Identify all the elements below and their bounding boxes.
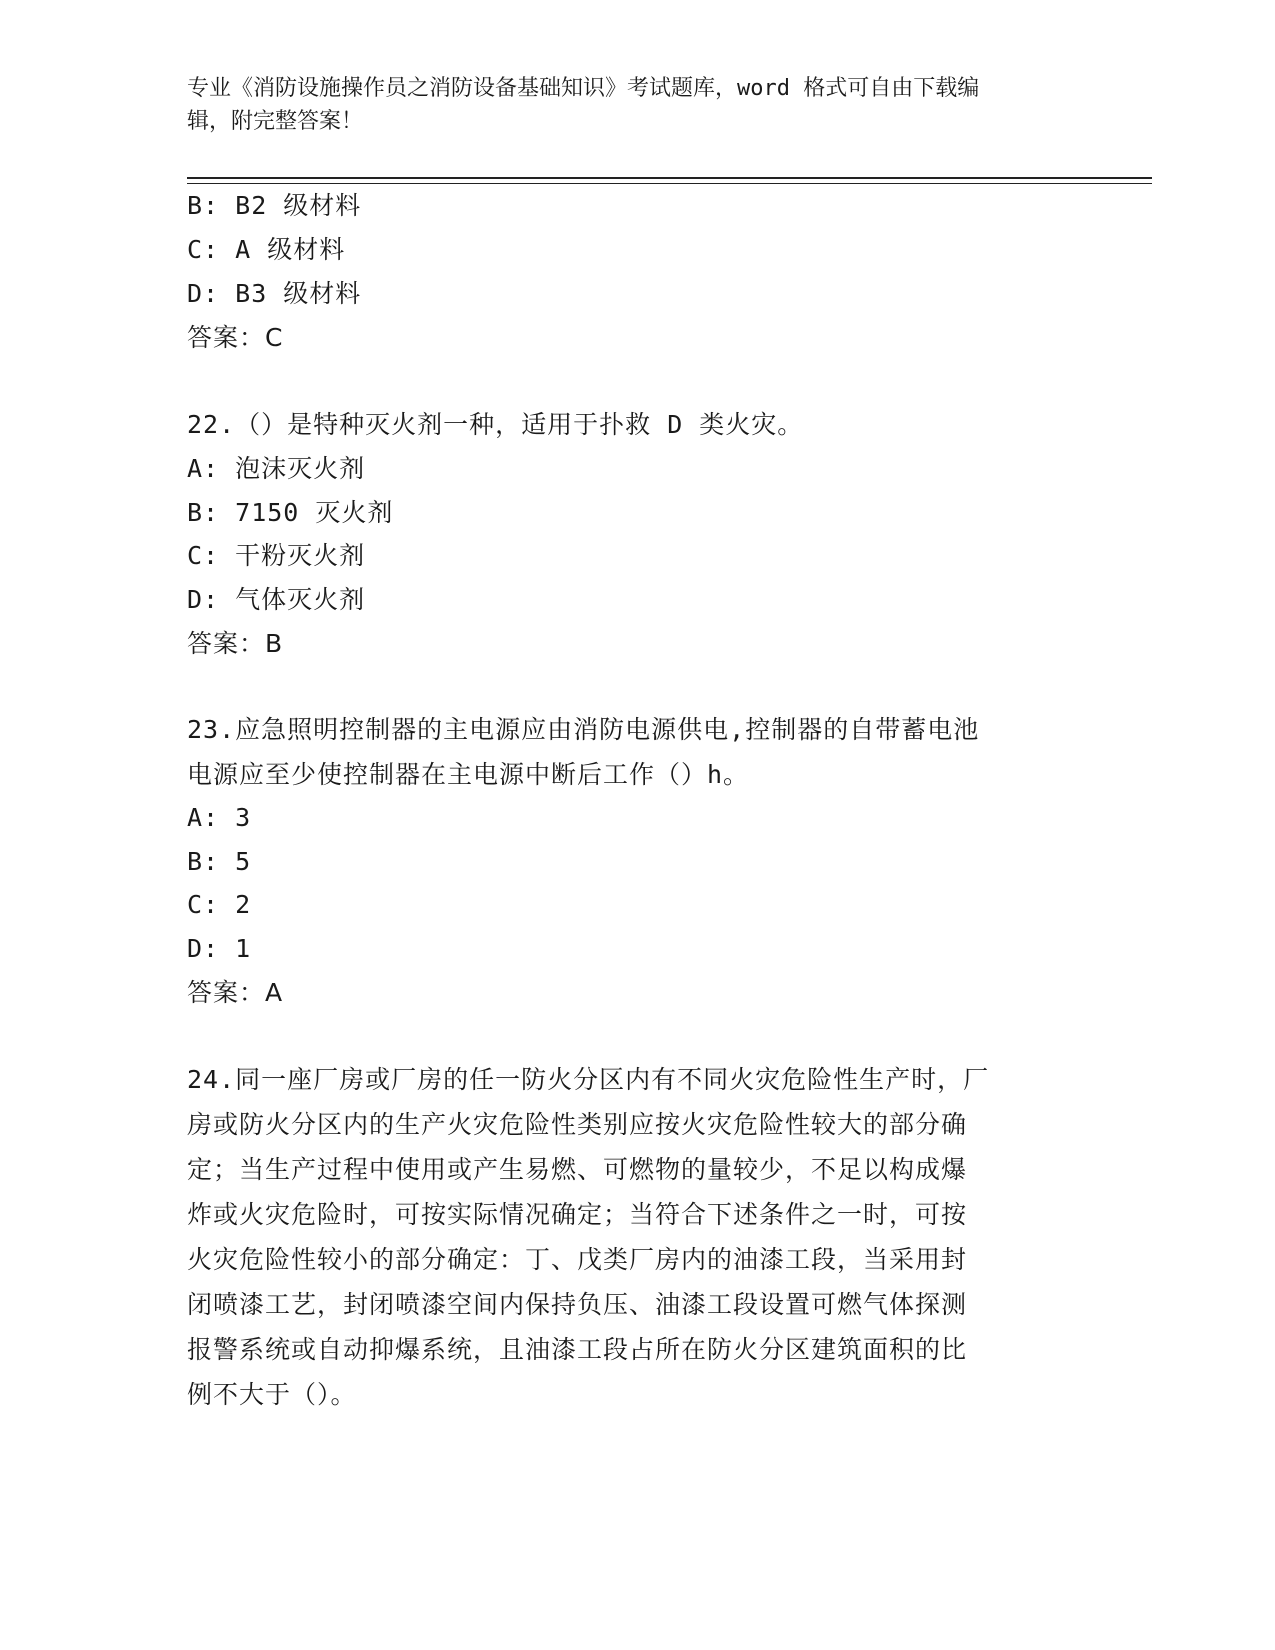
- header-divider-thick: [187, 177, 1152, 179]
- q23-option-d: D: 1: [187, 934, 252, 963]
- q24-stem-line: 闭喷漆工艺，封闭喷漆空间内保持负压、油漆工段设置可燃气体探测: [187, 1290, 968, 1319]
- q21-answer: 答案：C: [187, 323, 284, 352]
- q21-option-d: D: B3 级材料: [187, 279, 362, 308]
- q23-option-c: C: 2: [187, 890, 252, 919]
- q23-option-a: A: 3: [187, 803, 252, 832]
- q24-stem-line: 例不大于（）。: [187, 1380, 357, 1409]
- q24-stem-line: 火灾危险性较小的部分确定：丁、戊类厂房内的油漆工段，当采用封: [187, 1245, 968, 1274]
- q22-option-c: C: 干粉灭火剂: [187, 541, 366, 570]
- q22-option-b: B: 7150 灭火剂: [187, 498, 394, 527]
- q21-option-b: B: B2 级材料: [187, 191, 362, 220]
- q23-stem-line: 23.应急照明控制器的主电源应由消防电源供电,控制器的自带蓄电池: [187, 715, 980, 744]
- q23-option-b: B: 5: [187, 847, 252, 876]
- q24-stem-line: 定；当生产过程中使用或产生易燃、可燃物的量较少，不足以构成爆: [187, 1155, 968, 1184]
- q22-answer: 答案：B: [187, 629, 284, 658]
- q21-option-c: C: A 级材料: [187, 235, 346, 264]
- q24-stem-line: 炸或火灾危险时，可按实际情况确定；当符合下述条件之一时，可按: [187, 1200, 968, 1229]
- q22-stem: 22.（）是特种灭火剂一种，适用于扑救 D 类火灾。: [187, 410, 804, 439]
- q24-stem-line: 24.同一座厂房或厂房的任一防火分区内有不同火灾危险性生产时，厂: [187, 1065, 990, 1094]
- q24-stem-line: 报警系统或自动抑爆系统，且油漆工段占所在防火分区建筑面积的比: [187, 1335, 968, 1364]
- q24-stem: [187, 1057, 1067, 1417]
- q23-stem-line: 电源应至少使控制器在主电源中断后工作（）h。: [187, 760, 750, 789]
- q22-option-d: D: 气体灭火剂: [187, 585, 366, 614]
- document-header: [187, 72, 1087, 138]
- q23-answer: 答案：A: [187, 978, 284, 1007]
- q22-option-a: A: 泡沫灭火剂: [187, 454, 366, 483]
- header-line-2: 辑，附完整答案！: [187, 109, 364, 134]
- q24-stem-line: 房或防火分区内的生产火灾危险性类别应按火灾危险性较大的部分确: [187, 1110, 968, 1139]
- header-line-1: 专业《消防设施操作员之消防设备基础知识》考试题库，word 格式可自由下载编: [187, 76, 980, 101]
- q23-stem: [187, 707, 1067, 797]
